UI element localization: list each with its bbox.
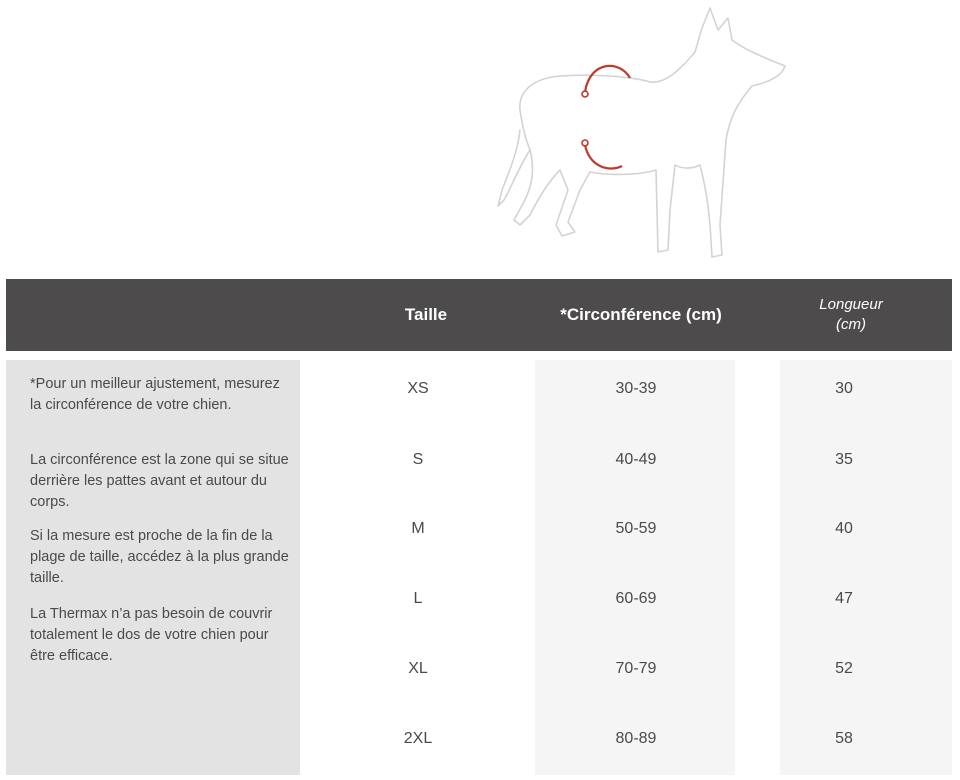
size-cell: M (411, 520, 425, 537)
header-length-unit: (cm) (836, 316, 866, 333)
note-paragraph: La circonférence est la zone qui se situe derrière les pattes avant et autour du corps. (30, 452, 289, 510)
header-length-label: Longueur (819, 296, 883, 313)
circumference-cell: 40-49 (615, 451, 657, 468)
dog-outline-with-girth-measure-icon (490, 0, 800, 270)
size-cell: 2XL (403, 730, 433, 747)
note-paragraph: La Thermax n’a pas besoin de couvrir totalement le dos de votre chien pour être efficace. (30, 606, 273, 664)
length-cell: 58 (835, 730, 853, 747)
circumference-cell: 60-69 (615, 590, 657, 607)
size-cell: L (413, 590, 423, 607)
circumference-cell: 80-89 (615, 730, 657, 747)
header-size: Taille (404, 305, 448, 324)
notes-panel (6, 360, 300, 775)
length-cell: 52 (835, 660, 853, 677)
length-cell: 40 (835, 520, 853, 537)
length-cell: 47 (835, 590, 853, 607)
table-header (6, 279, 952, 351)
length-column-bg (780, 360, 952, 775)
note-paragraph: Si la mesure est proche de la fin de la plage de taille, accédez à la plus grande taille. (30, 528, 289, 586)
circumference-cell: 70-79 (615, 660, 657, 677)
size-cell: XS (407, 380, 429, 397)
header-circumference: *Circonférence (cm) (560, 305, 722, 324)
circumference-cell: 30-39 (615, 380, 657, 397)
circumference-column-bg (535, 360, 735, 775)
header-length (796, 279, 906, 351)
length-cell: 35 (835, 451, 853, 468)
circumference-cell: 50-59 (615, 520, 657, 537)
length-cell: 30 (835, 380, 853, 397)
size-cell: S (412, 451, 424, 468)
size-cell: XL (408, 660, 428, 677)
note-paragraph: *Pour un meilleur ajustement, mesurez la circonférence de votre chien. (30, 376, 280, 413)
